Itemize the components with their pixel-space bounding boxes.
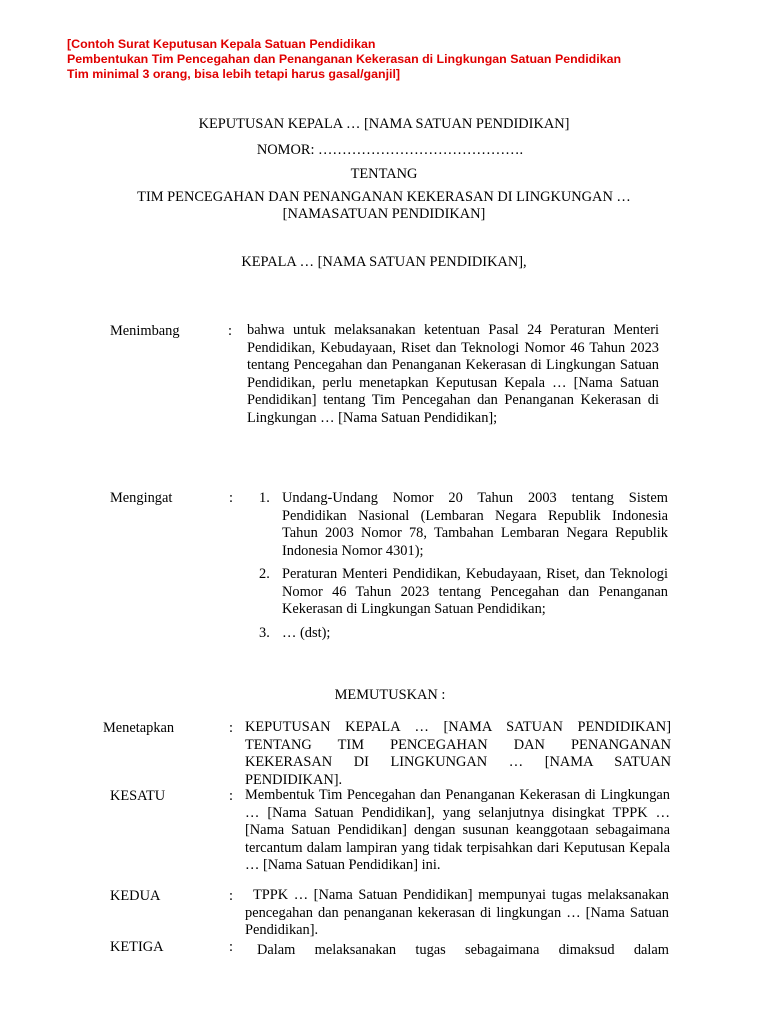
ketiga-text: Dalam melaksanakan tugas sebagaimana dimaksud dalam bbox=[257, 942, 669, 958]
mengingat-item-2-text: Peraturan Menteri Pendidikan, Kebudayaan, Riset, dan Teknologi Nomor 46 Tahun 2023 tentang Pencegahan dan Penanganan Kekerasan di Lingkungan Satuan Pendidikan; bbox=[282, 566, 668, 618]
mengingat-item-1-number: 1. bbox=[259, 490, 270, 506]
menimbang-colon: : bbox=[228, 323, 232, 339]
menetapkan-text: KEPUTUSAN KEPALA … [NAMA SATUAN PENDIDIKAN] TENTANG TIM PENCEGAHAN DAN PENANGANAN KEKERASAN DI LINGKUNGAN … [NAMA SATUAN PENDIDIKAN]. bbox=[245, 719, 671, 788]
decree-subject-line-2: [NAMASATUAN PENDIDIKAN] bbox=[282, 206, 486, 222]
menimbang-body: bahwa untuk melaksanakan ketentuan Pasal 24 Peraturan Menteri Pendidikan, Kebudayaan, Riset dan Teknologi Nomor 46 Tahun 2023 tentang Pencegahan dan Penanganan Kekerasan di Lingkungan Satuan Pendidikan, perlu menetapkan Keputusan Kepala … [Nama Satuan Pendidikan] tentang Tim Pencegahan dan Penanganan Kekerasan di Lingkungan … [Nama Satuan Pendidikan]; bbox=[247, 322, 659, 426]
kepala-heading: KEPALA … [NAMA SATUAN PENDIDIKAN], bbox=[241, 254, 527, 270]
menetapkan-label: Menetapkan bbox=[103, 720, 175, 736]
template-note-line-3: Tim minimal 3 orang, bisa lebih tetapi harus gasal/ganjil] bbox=[67, 67, 401, 81]
template-note-line-1: [Contoh Surat Keputusan Kepala Satuan Pendidikan bbox=[67, 37, 376, 51]
kedua-label: KEDUA bbox=[110, 888, 161, 904]
mengingat-item-3-number: 3. bbox=[259, 625, 270, 641]
menimbang-label: Menimbang bbox=[110, 323, 180, 339]
mengingat-colon: : bbox=[229, 490, 233, 506]
menetapkan-colon: : bbox=[229, 720, 233, 736]
template-note bbox=[67, 37, 747, 82]
decree-title: KEPUTUSAN KEPALA … [NAMA SATUAN PENDIDIKAN] bbox=[198, 116, 570, 132]
kesatu-label: KESATU bbox=[110, 788, 166, 804]
menimbang-text bbox=[247, 322, 668, 428]
kedua-text: TPPK … [Nama Satuan Pendidikan] mempunyai tugas melaksanakan pencegahan dan penanganan kekerasan di lingkungan … [Nama Satuan Pendidikan]. bbox=[245, 887, 669, 939]
mengingat-item-2-number: 2. bbox=[259, 566, 270, 582]
kesatu-text: Membentuk Tim Pencegahan dan Penanganan Kekerasan di Lingkungan … [Nama Satuan Pendidikan], yang selanjutnya disingkat TPPK … [Nama Satuan Pendidikan] dengan susunan keanggotaan sebagaimana tercantum dalam lampiran yang tidak terpisahkan dari Keputusan Kepala … [Nama Satuan Pendidikan] ini. bbox=[245, 787, 670, 874]
mengingat-item-1-text: Undang-Undang Nomor 20 Tahun 2003 tentang Sistem Pendidikan Nasional (Lembaran Negara Republik Indonesia Tahun 2003 Nomor 78, Tambahan Lembaran Negara Republik Indonesia Nomor 4301); bbox=[282, 490, 668, 559]
mengingat-label: Mengingat bbox=[110, 490, 173, 506]
decree-number: NOMOR: ……………………………………. bbox=[256, 142, 524, 158]
memutuskan-heading: MEMUTUSKAN : bbox=[334, 687, 446, 703]
decree-subject-line-1: TIM PENCEGAHAN DAN PENANGANAN KEKERASAN DI LINGKUNGAN … bbox=[137, 189, 631, 205]
kesatu-colon: : bbox=[229, 788, 233, 804]
template-note-line-2: Pembentukan Tim Pencegahan dan Penanganan Kekerasan di Lingkungan Satuan Pendidikan bbox=[67, 52, 622, 66]
ketiga-colon: : bbox=[229, 939, 233, 955]
mengingat-item-3-text: … (dst); bbox=[282, 625, 331, 641]
tentang-heading: TENTANG bbox=[350, 166, 418, 182]
kedua-colon: : bbox=[229, 888, 233, 904]
ketiga-label: KETIGA bbox=[110, 939, 164, 955]
